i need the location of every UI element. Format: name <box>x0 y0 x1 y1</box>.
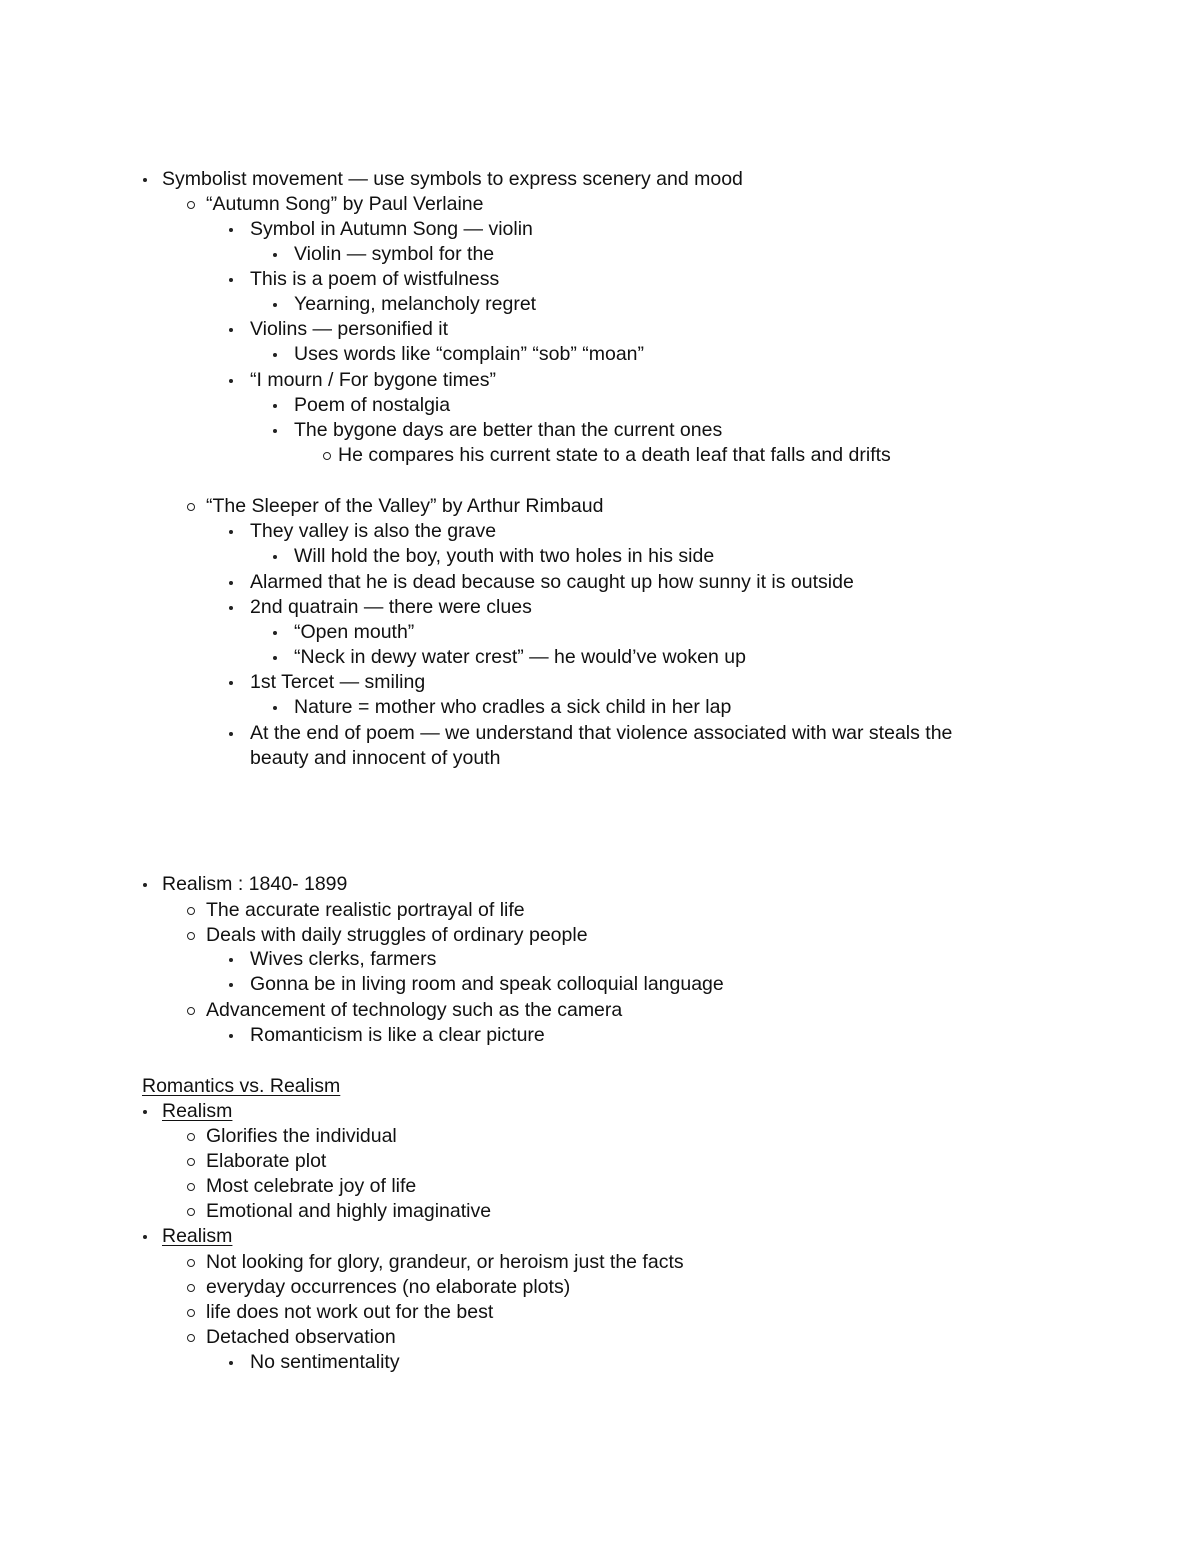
list-item-text: Deals with daily struggles of ordinary people <box>206 924 588 946</box>
bullet-circle-icon <box>187 1183 195 1191</box>
list-item-text: This is a poem of wistfulness <box>250 268 500 290</box>
bullet-dot-icon <box>143 178 147 182</box>
list-item-text: “Neck in dewy water crest” — he would’ve woken up <box>294 646 746 668</box>
list-item-text: Gonna be in living room and speak colloquial language <box>250 973 724 995</box>
bullet-dot-icon <box>229 983 233 987</box>
list-item-text: Yearning, melancholy regret <box>294 293 537 315</box>
list-item-text: Romanticism is like a clear picture <box>250 1024 545 1046</box>
list-item-text: He compares his current state to a death leaf that falls and drifts <box>338 444 891 466</box>
list-item-text: Romantics vs. Realism <box>142 1075 341 1097</box>
bullet-dot-icon <box>273 706 277 710</box>
bullet-circle-icon <box>187 1208 195 1216</box>
bullet-circle-icon <box>187 1284 195 1292</box>
list-item-text: Violin — symbol for the <box>294 243 495 265</box>
bullet-dot-icon <box>273 429 277 433</box>
list-item-text: Emotional and highly imaginative <box>206 1200 492 1222</box>
bullet-dot-icon <box>229 228 233 232</box>
bullet-circle-icon <box>187 907 195 915</box>
list-item-text: beauty and innocent of youth <box>250 747 501 769</box>
list-item-text: No sentimentality <box>250 1351 400 1373</box>
list-item-text: The accurate realistic portrayal of life <box>206 899 525 921</box>
list-item-text: Realism <box>162 1100 233 1122</box>
list-item-text: Nature = mother who cradles a sick child in her lap <box>294 696 732 718</box>
bullet-dot-icon <box>273 253 277 257</box>
list-item-text: Wives clerks, farmers <box>250 948 437 970</box>
bullet-dot-icon <box>273 404 277 408</box>
bullet-dot-icon <box>143 1110 147 1114</box>
bullet-dot-icon <box>273 631 277 635</box>
bullet-circle-icon <box>187 1309 195 1317</box>
list-item-text: Advancement of technology such as the camera <box>206 999 623 1021</box>
list-item-text: Glorifies the individual <box>206 1125 397 1147</box>
list-item-text: Realism <box>162 1225 233 1247</box>
bullet-circle-icon <box>187 932 195 940</box>
list-item-text: “Open mouth” <box>294 621 415 643</box>
bullet-circle-icon <box>187 1259 195 1267</box>
bullet-dot-icon <box>229 379 233 383</box>
list-item-text: Violins — personified it <box>250 318 448 340</box>
bullet-dot-icon <box>229 278 233 282</box>
list-item-text: The bygone days are better than the current ones <box>294 419 723 441</box>
bullet-circle-icon <box>187 1334 195 1342</box>
bullet-dot-icon <box>229 606 233 610</box>
bullet-circle-icon <box>187 503 195 511</box>
list-item-text: Symbol in Autumn Song — violin <box>250 218 533 240</box>
list-item-text: life does not work out for the best <box>206 1301 494 1323</box>
list-item-text: At the end of poem — we understand that violence associated with war steals the <box>250 722 953 744</box>
list-item-text: everyday occurrences (no elaborate plots) <box>206 1276 571 1298</box>
list-item-text: “Autumn Song” by Paul Verlaine <box>206 193 484 215</box>
bullet-dot-icon <box>229 328 233 332</box>
list-item-text: 1st Tercet — smiling <box>250 671 426 693</box>
list-item-text: “I mourn / For bygone times” <box>250 369 496 391</box>
bullet-dot-icon <box>229 681 233 685</box>
bullet-circle-icon <box>187 1133 195 1141</box>
list-item-text: Realism : 1840- 1899 <box>162 873 348 895</box>
list-item-text: Not looking for glory, grandeur, or heroism just the facts <box>206 1251 684 1273</box>
bullet-dot-icon <box>229 1034 233 1038</box>
bullet-circle-icon <box>187 1007 195 1015</box>
list-item-text: 2nd quatrain — there were clues <box>250 596 532 618</box>
list-item-text: Poem of nostalgia <box>294 394 451 416</box>
bullet-circle-icon <box>187 1158 195 1166</box>
list-item-text: Most celebrate joy of life <box>206 1175 417 1197</box>
bullet-dot-icon <box>229 530 233 534</box>
list-item-text: Symbolist movement — use symbols to express scenery and mood <box>162 168 743 190</box>
bullet-dot-icon <box>143 1235 147 1239</box>
list-item-text: They valley is also the grave <box>250 520 497 542</box>
bullet-dot-icon <box>273 353 277 357</box>
bullet-circle-icon <box>323 452 331 460</box>
list-item-text: Elaborate plot <box>206 1150 327 1172</box>
bullet-dot-icon <box>143 883 147 887</box>
bullet-circle-icon <box>187 201 195 209</box>
list-item-text: Alarmed that he is dead because so caught up how sunny it is outside <box>250 571 854 593</box>
bullet-dot-icon <box>229 581 233 585</box>
list-item-text: Will hold the boy, youth with two holes in his side <box>294 545 715 567</box>
bullet-dot-icon <box>229 958 233 962</box>
bullet-dot-icon <box>273 303 277 307</box>
bullet-dot-icon <box>273 656 277 660</box>
list-item-text: “The Sleeper of the Valley” by Arthur Rimbaud <box>206 495 604 517</box>
list-item-text: Detached observation <box>206 1326 396 1348</box>
bullet-dot-icon <box>229 1361 233 1365</box>
bullet-dot-icon <box>273 555 277 559</box>
bullet-dot-icon <box>229 732 233 736</box>
list-item-text: Uses words like “complain” “sob” “moan” <box>294 343 645 365</box>
